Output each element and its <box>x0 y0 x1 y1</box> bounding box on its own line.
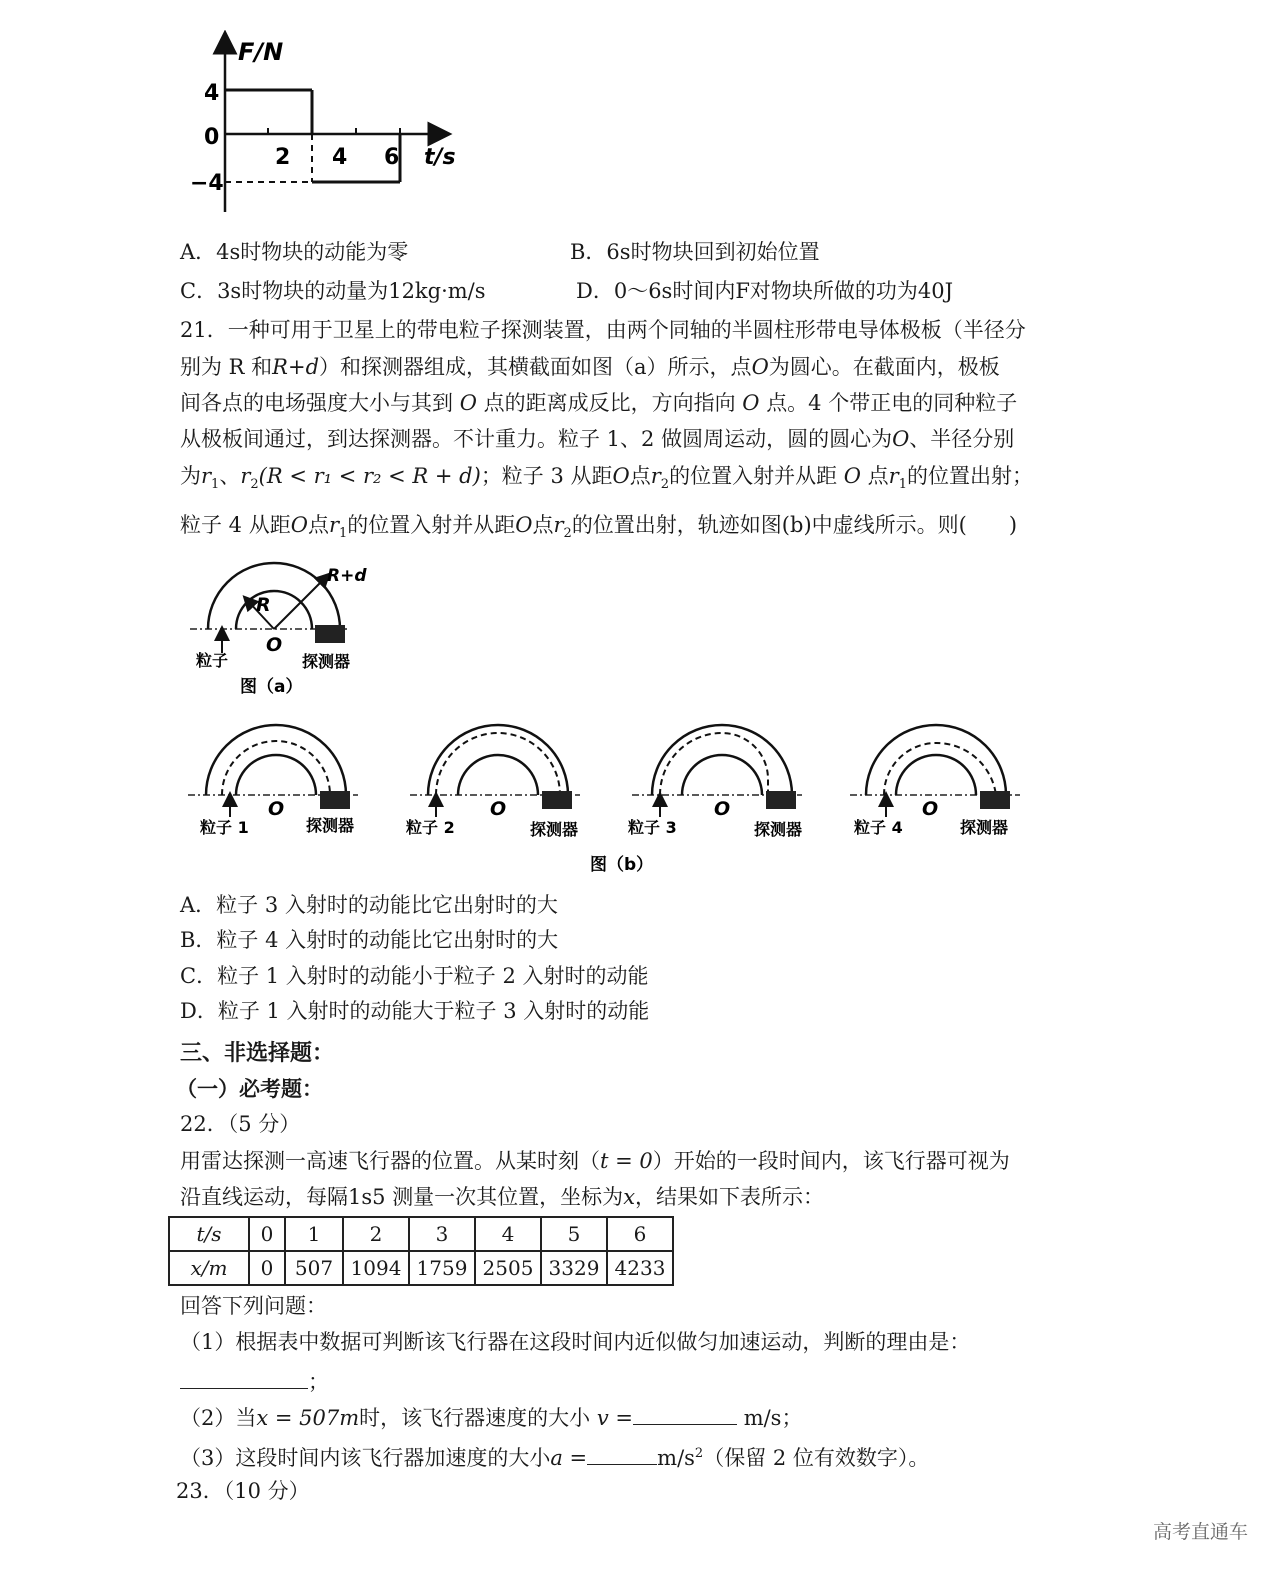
watermark-text: 高考直通车 <box>1152 1521 1248 1543</box>
figure-b <box>180 715 1040 880</box>
svg-text:O: O <box>490 798 507 820</box>
figure-b-panel-2 <box>406 725 580 839</box>
q21-line-2: 别为 R 和R+d）和探测器组成，其横截面如图（a）所示，点O为圆心。在截面内，极板 <box>180 355 1000 379</box>
svg-text:探测器: 探测器 <box>960 818 1009 837</box>
y-axis-label: F/N <box>238 38 284 66</box>
q21-line-3: 间各点的电场强度大小与其到 O 点的距离成反比，方向指向 O 点。4 个带正电的同种粒子 <box>180 391 1018 415</box>
figure-b-caption: 图（b） <box>590 855 654 875</box>
table-cell: 4 <box>475 1217 541 1251</box>
q22-part-3: （3）这段时间内该飞行器加速度的大小$a = m/s^2$（保留 2 位有效数字）。 <box>180 1446 930 1470</box>
svg-text:R+d: R+d <box>327 566 367 586</box>
table-cell: 1094 <box>343 1251 409 1285</box>
svg-text:粒子 4: 粒子 4 <box>854 818 903 837</box>
table-cell: 3329 <box>541 1251 607 1285</box>
q22-heading: 22．（5 分） <box>180 1112 301 1136</box>
table-cell: 3 <box>409 1217 475 1251</box>
table-cell: 2 <box>343 1217 409 1251</box>
table-cell: 0 <box>249 1251 285 1285</box>
table-cell: t/s <box>169 1217 249 1251</box>
q22-answer-prompt: 回答下列问题： <box>180 1294 327 1318</box>
figure-b-panel-4 <box>850 725 1020 837</box>
q21-option-a: A．粒子 3 入射时的动能比它出射时的大 <box>180 893 558 917</box>
table-cell: 1 <box>285 1217 343 1251</box>
q20-option-d: D．0～6s时间内F对物块所做的功为40J <box>576 279 954 303</box>
svg-text:粒子 2: 粒子 2 <box>406 818 455 837</box>
x-tick-6: 6 <box>384 145 400 170</box>
table-cell: 1759 <box>409 1251 475 1285</box>
q22-part-2: （2）当x = 507m时，该飞行器速度的大小 v = m/s； <box>180 1406 803 1430</box>
svg-text:探测器: 探测器 <box>306 816 355 835</box>
svg-text:粒子: 粒子 <box>196 651 229 670</box>
table-cell: 2505 <box>475 1251 541 1285</box>
q21-option-b: B．粒子 4 入射时的动能比它出射时的大 <box>180 928 559 952</box>
y-tick-4: 4 <box>204 81 220 106</box>
svg-text:探测器: 探测器 <box>530 820 579 839</box>
q20-option-c: C．3s时物块的动量为12kg·m/s <box>180 279 486 303</box>
x-tick-2: 2 <box>275 145 291 170</box>
q21-option-d: D．粒子 1 入射时的动能大于粒子 3 入射时的动能 <box>180 999 650 1023</box>
table-cell: 5 <box>541 1217 607 1251</box>
table-cell: 6 <box>607 1217 673 1251</box>
force-time-graph <box>180 30 480 220</box>
answer-blank-1[interactable] <box>180 1368 308 1389</box>
table-row <box>169 1251 673 1285</box>
subsection-heading: （一）必考题： <box>176 1076 323 1101</box>
figure-b-panel-1 <box>188 725 358 837</box>
svg-text:粒子 1: 粒子 1 <box>200 818 249 837</box>
q22-line-2: 沿直线运动，每隔1s5 测量一次其位置，坐标为x，结果如下表所示： <box>180 1185 825 1209</box>
figure-a <box>180 555 380 700</box>
svg-text:探测器: 探测器 <box>754 820 803 839</box>
svg-text:O: O <box>714 798 731 820</box>
figure-a-caption: 图（a） <box>240 677 303 697</box>
q21-line-6: 粒子 4 从距O点$r_1$的位置入射并从距O点$r_2$的位置出射，轨迹如图(b)中虚线所示。则( ) <box>180 513 1018 542</box>
figure-b-panel-3 <box>628 725 802 839</box>
svg-text:探测器: 探测器 <box>302 652 351 671</box>
svg-text:粒子 3: 粒子 3 <box>628 818 677 837</box>
x-tick-4: 4 <box>332 145 348 170</box>
table-row <box>169 1217 673 1251</box>
section-heading: 三、非选择题： <box>180 1040 335 1066</box>
position-table <box>168 1216 674 1286</box>
svg-text:O: O <box>922 798 939 820</box>
svg-text:O: O <box>266 634 283 656</box>
q20-option-b: B．6s时物块回到初始位置 <box>570 240 820 264</box>
answer-blank-2[interactable] <box>633 1404 737 1425</box>
table-cell: 507 <box>285 1251 343 1285</box>
answer-blank-3[interactable] <box>587 1444 657 1465</box>
y-tick-0: 0 <box>204 125 220 150</box>
q21-line-1: 21．一种可用于卫星上的带电粒子探测装置，由两个同轴的半圆柱形带电导体极板（半径分 <box>180 318 1026 342</box>
q22-part-1: （1）根据表中数据可判断该飞行器在这段时间内近似做匀加速运动，判断的理由是： <box>180 1330 971 1354</box>
table-cell: 0 <box>249 1217 285 1251</box>
detector-a <box>315 625 345 643</box>
table-cell: 4233 <box>607 1251 673 1285</box>
q22-line-1: 用雷达探测一高速飞行器的位置。从某时刻（t = 0）开始的一段时间内，该飞行器可视为 <box>180 1149 1010 1173</box>
q21-line-4: 从极板间通过，到达探测器。不计重力。粒子 1、2 做圆周运动，圆的圆心为O、半径分别 <box>180 427 1015 451</box>
svg-text:R: R <box>256 594 271 616</box>
q21-line-5: 为$r_1$、$r_2(R < r_1 < r_2 < R + d)$；粒子 3 从距O点$r_2$的位置入射并从距 O 点$r_1$的位置出射； <box>180 464 1033 493</box>
q20-option-a: A．4s时物块的动能为零 <box>180 240 409 264</box>
table-cell: x/m <box>169 1251 249 1285</box>
x-axis-label: t/s <box>424 145 456 170</box>
q22-part-1-blank-line: ； <box>180 1368 329 1393</box>
q23-heading: 23．（10 分） <box>176 1479 310 1503</box>
q21-option-c: C．粒子 1 入射时的动能小于粒子 2 入射时的动能 <box>180 964 649 988</box>
y-tick-neg4: −4 <box>190 171 224 196</box>
svg-text:O: O <box>268 798 285 820</box>
